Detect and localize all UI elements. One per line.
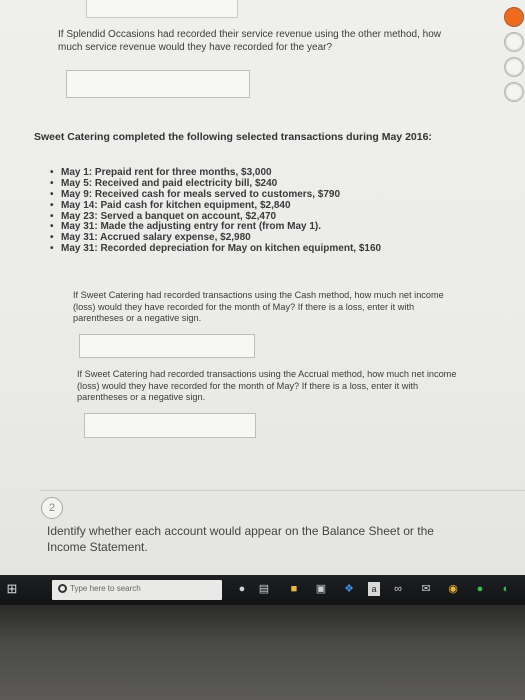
store-icon[interactable]: ▣ bbox=[315, 583, 327, 595]
list-item: • May 14: Paid cash for kitchen equipment, $2,840 bbox=[50, 199, 291, 211]
windows-start-icon[interactable]: ⊞ bbox=[6, 581, 18, 596]
microphone-icon[interactable]: ● bbox=[238, 583, 246, 595]
question-cash-method: If Sweet Catering had recorded transactions using the Cash method, how much net income (loss) would they have recorded for the month of May? If there is a loss, enter it with parentheses or a negative sign. bbox=[73, 290, 444, 323]
accrual-net-income-input[interactable] bbox=[84, 413, 256, 438]
section2-prompt: Identify whether each account would appear on the Balance Sheet or the Income Statement. bbox=[47, 524, 434, 555]
page-nav-dots bbox=[502, 4, 525, 107]
service-revenue-answer-input[interactable] bbox=[66, 70, 250, 98]
chrome-icon[interactable]: ◉ bbox=[448, 583, 458, 595]
monitor-bezel bbox=[0, 605, 525, 700]
infinity-icon[interactable]: ∞ bbox=[394, 583, 402, 595]
nav-dot-active[interactable] bbox=[504, 7, 524, 27]
step-number-badge: 2 bbox=[41, 497, 63, 519]
problem-heading: Sweet Catering completed the following selected transactions during May 2016: bbox=[34, 131, 432, 143]
app-icon[interactable]: ◐ bbox=[502, 583, 510, 595]
question-service-revenue: If Splendid Occasions had recorded their service revenue using the other method, how much service revenue would they have recorded for the year? bbox=[58, 29, 441, 53]
list-item: • May 31: Made the adjusting entry for rent (from May 1). bbox=[50, 221, 322, 233]
question-accrual-method: If Sweet Catering had recorded transactions using the Accrual method, how much net income (loss) would they have recorded for the month of May? If there is a loss, enter it with parentheses or a negative sign. bbox=[77, 369, 457, 402]
list-item: • May 9: Received cash for meals served to customers, $790 bbox=[50, 188, 341, 200]
transaction-list bbox=[50, 168, 381, 255]
list-item: • May 23: Served a banquet on account, $2,470 bbox=[50, 210, 277, 222]
nav-dot[interactable] bbox=[504, 82, 524, 102]
taskbar-search-input[interactable] bbox=[52, 580, 222, 600]
task-view-icon[interactable]: ▤ bbox=[258, 583, 270, 595]
list-item: • May 31: Recorded depreciation for May on kitchen equipment, $160 bbox=[50, 243, 382, 255]
nav-dot[interactable] bbox=[504, 32, 524, 52]
previous-answer-field[interactable] bbox=[86, 0, 238, 18]
mail-icon[interactable]: ✉ bbox=[421, 583, 431, 595]
list-item: • May 31: Accrued salary expense, $2,980 bbox=[50, 232, 251, 244]
search-placeholder: Type here to search bbox=[70, 584, 141, 593]
list-item: • May 5: Received and paid electricity bill, $240 bbox=[50, 177, 278, 189]
windows-taskbar bbox=[0, 575, 525, 605]
app-icon[interactable]: ● bbox=[476, 583, 484, 595]
folder-icon[interactable]: ■ bbox=[290, 583, 298, 595]
search-icon bbox=[58, 584, 67, 593]
nav-dot[interactable] bbox=[504, 57, 524, 77]
cash-net-income-input[interactable] bbox=[79, 334, 255, 358]
dropbox-icon[interactable]: ❖ bbox=[344, 583, 354, 595]
section-divider bbox=[40, 490, 525, 491]
amazon-icon[interactable]: a bbox=[368, 582, 380, 596]
list-item: • May 1: Prepaid rent for three months, $3,000 bbox=[50, 167, 272, 178]
